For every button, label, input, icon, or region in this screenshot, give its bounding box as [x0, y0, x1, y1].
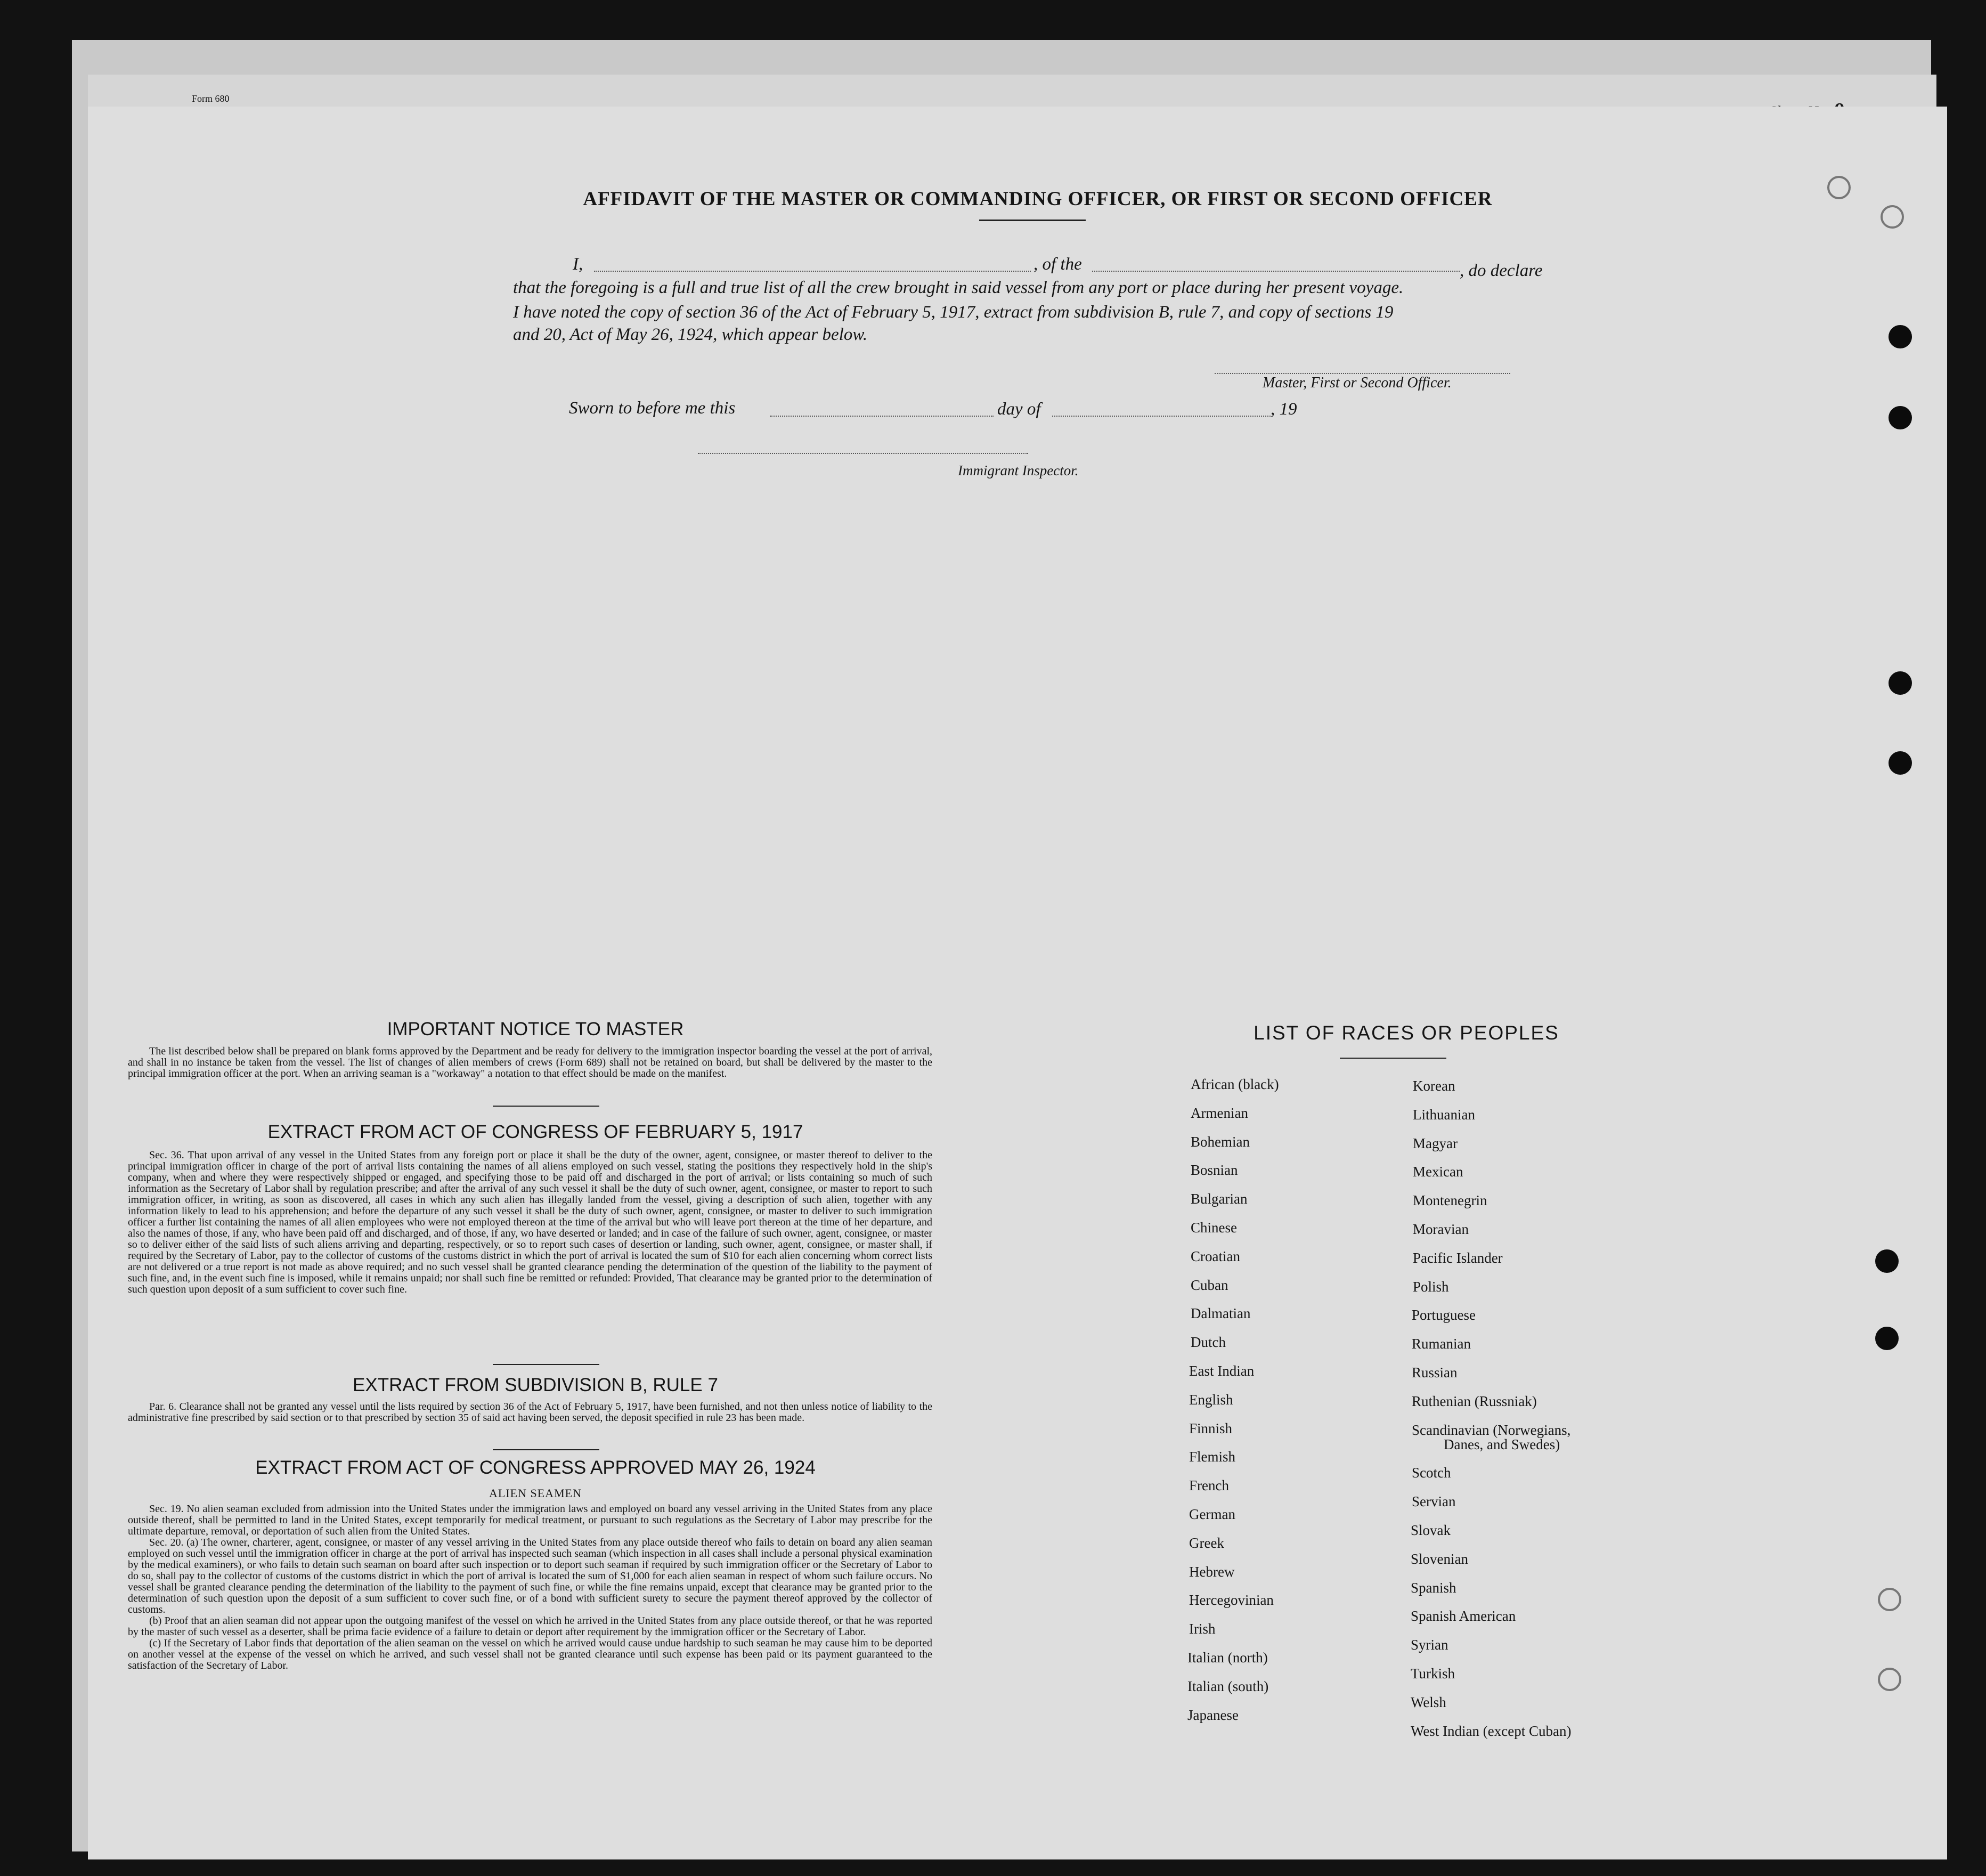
- extract-1917-rule: [493, 1364, 599, 1365]
- race-item: Lithuanian: [1413, 1106, 1475, 1123]
- race-item: Spanish: [1411, 1579, 1456, 1596]
- inspector-label: Immigrant Inspector.: [958, 462, 1079, 478]
- title-rule: [979, 220, 1086, 221]
- race-item: Danes, and Swedes): [1444, 1436, 1560, 1453]
- race-item: African (black): [1191, 1076, 1279, 1092]
- form-number: Form 680: [192, 93, 230, 104]
- race-item: Chinese: [1191, 1220, 1237, 1236]
- race-item: Dalmatian: [1191, 1305, 1251, 1322]
- race-item: Pacific Islander: [1413, 1249, 1503, 1266]
- races-rule: [1340, 1058, 1446, 1059]
- race-item: Ruthenian (Russniak): [1412, 1393, 1537, 1409]
- notice-text: The list described below shall be prepared on blank forms approved by the Department and be ready for delivery to the immigration inspector boarding the vessel at the port of arrival, and shall in no instance be taken from the vessel. The list of changes of alien members of crews (Form 689) shall not be retained on board, but shall be delivered by the master to the principal immigration officer at the port. When an arriving seaman is a "workaway" a notation to that effect should be made on the manifest.: [128, 1045, 932, 1079]
- race-item: German: [1189, 1506, 1235, 1522]
- extract-1917-text: Sec. 36. That upon arrival of any vessel in the United States from any foreign port or place it shall be the duty of the owner, agent, consignee, or master thereof to deliver to the principal immigration officer in charge of the port of arrival lists containing the names of all aliens employed on such vessel, stating the positions they respectively hold in the ship's company, when and where they were respectively shipped or engaged, and specifying those to be paid off and discharged in the port of arrival; or lists containing so much of such information as the Secretary of Labor shall by regulation prescribe; and after the arrival of any such vessel it shall be the duty of such owner, agent, consignee, or master to report to such immigration officer, in writing, as soon as discovered, all cases in which any such alien has illegally landed from the vessel, giving a description of such alien, together with any information likely to lead to his apprehension; and before the departure of any such vessel it shall be the duty of such owner, agent, consignee, or master to deliver to such immigration officer a further list containing the names of all alien employees who were not employed thereon at the time of the arrival but who will leave port thereon at the time of her departure, and also the names of those, if any, who have been paid off and discharged, and of those, if any, wo have deserted or landed; and in case of the failure of such owner, agent, consignee, or master so to deliver either of the said lists of such aliens arriving and departing, respectively, or so to report such cases of desertion or landing, such owner, agent, consignee, or master shall, if required by the Secretary of Labor, pay to the collector of customs of the customs district in which the port of arrival is located the sum of $10 for each alien concerning whom correct lists are not delivered or a true report is not made as above required; and no such vessel shall be granted clearance pending the determination of the question of the liability to the payment of such fine, and, in the event such fine is imposed, while it remains unpaid; nor shall such fine be remitted or refunded: Provided, That clearance may be granted prior to the determination of such question upon deposit of a sum sufficient to cover such fine.: [128, 1149, 932, 1295]
- race-item: Italian (north): [1187, 1650, 1268, 1666]
- extract-1924-text: Sec. 19. No alien seaman excluded from admission into the United States under the immigration laws and employed on board any vessel arriving in the United States from any place outside thereof, shall be permitted to land in the United States, except temporarily for medical treatment, or pursuant to such regulations as the Secretary of Labor may prescribe for the ultimate departure, removal, or deportation of such alien from the United States. Sec. 20. (a) The owner, charterer, agent, consignee, or master of any vessel arriving in the United States from any place outside thereof who fails to detain on board any alien seaman employed on such vessel until the immigration officer in charge at the port of arrival has inspected such seaman (which inspection in all cases shall include a personal physical examination by the medical examiners), or who fails to detain such seaman on board after such inspection or to deport such seaman if required by such immigration officer or the Secretary of Labor to do so, shall pay to the collector of customs of the customs district in which the port of arrival is located the sum of $1,000 for each alien seaman in respect of whom such failure occurs. No vessel shall be granted clearance pending the determination of the liability to the payment of such fine, or while the fine remains unpaid, except that clearance may be granted prior to the determination of such question upon the deposit of a sum sufficient to cover such fine, or of a bond with sufficient surety to secure the payment thereof approved by the collector of customs. (b) Proof that an alien seaman did not appear upon the outgoing manifest of the vessel on which he arrived in the United States from any place outside thereof, or that he was reported by the master of such vessel as a deserter, shall be prima facie evidence of a failure to detain or deport after requirement by the immigration officer or the Secretary of Labor. (c) If the Secretary of Labor finds that deportation of the alien seaman on the vessel on which he arrived would cause undue hardship to such seaman he may cause him to be deported on another vessel at the expense of the vessel on which he arrived, and such vessel shall not be granted clearance until such expense has been paid or its payment guaranteed to the satisfaction of the Secretary of Labor.: [128, 1503, 932, 1671]
- inspector-signature-line: [698, 453, 1028, 454]
- race-item: Hercegovinian: [1189, 1592, 1274, 1609]
- race-item: Bulgarian: [1191, 1191, 1248, 1207]
- punch-hole-icon: [1881, 205, 1904, 229]
- race-item: Russian: [1412, 1365, 1458, 1380]
- vessel-line: [1092, 271, 1460, 272]
- punch-hole-icon: [1875, 1249, 1899, 1273]
- punch-hole-icon: [1889, 751, 1912, 775]
- race-item: Portuguese: [1412, 1307, 1476, 1323]
- affidavit-line2: that the foregoing is a full and true list of all the crew brought in said vessel from any port or place during her present voyage.: [513, 278, 1404, 297]
- race-item: Rumanian: [1412, 1336, 1471, 1352]
- race-item: English: [1189, 1391, 1233, 1408]
- race-item: West Indian (except Cuban): [1411, 1723, 1572, 1739]
- race-item: Slovak: [1411, 1522, 1451, 1538]
- year-text: , 19: [1271, 400, 1297, 419]
- punch-hole-icon: [1878, 1668, 1901, 1691]
- race-item: Hebrew: [1189, 1563, 1235, 1580]
- race-item: Armenian: [1191, 1105, 1248, 1121]
- race-item: Irish: [1189, 1621, 1216, 1637]
- affidavit-i: I,: [573, 255, 583, 274]
- day-of-text: day of: [997, 400, 1041, 419]
- race-item: Scandinavian (Norwegians,: [1412, 1422, 1571, 1438]
- sworn-month-line: [1052, 416, 1271, 417]
- affidavit-declare: , do declare: [1460, 261, 1543, 280]
- master-label: Master, First or Second Officer.: [1263, 375, 1452, 391]
- name-line: [594, 271, 1031, 272]
- race-item: Greek: [1189, 1534, 1224, 1551]
- extract-rule7-title: EXTRACT FROM SUBDIVISION B, RULE 7: [353, 1375, 718, 1395]
- alien-seamen-subtitle: ALIEN SEAMEN: [489, 1487, 582, 1500]
- race-item: Finnish: [1189, 1420, 1233, 1436]
- race-item: Welsh: [1411, 1694, 1446, 1710]
- race-item: Scotch: [1412, 1465, 1451, 1481]
- punch-hole-icon: [1889, 671, 1912, 695]
- sworn-day-line: [770, 416, 994, 417]
- race-item: Turkish: [1411, 1666, 1455, 1682]
- race-item: Syrian: [1411, 1637, 1448, 1653]
- race-item: Moravian: [1413, 1221, 1469, 1237]
- race-item: Polish: [1413, 1278, 1449, 1295]
- race-item: Bosnian: [1191, 1162, 1238, 1179]
- notice-rule: [493, 1106, 599, 1107]
- race-item: Korean: [1413, 1078, 1455, 1094]
- race-item: East Indian: [1189, 1363, 1255, 1379]
- race-item: Servian: [1412, 1493, 1456, 1510]
- race-item: Croatian: [1191, 1248, 1240, 1264]
- race-item: Mexican: [1413, 1164, 1463, 1180]
- extract-1917-title: EXTRACT FROM ACT OF CONGRESS OF FEBRUARY 5, 1917: [267, 1122, 803, 1142]
- punch-hole-icon: [1889, 325, 1912, 348]
- affidavit-title: AFFIDAVIT OF THE MASTER OR COMMANDING OFFICER, OR FIRST OR SECOND OFFICER: [583, 188, 1493, 210]
- race-item: Bohemian: [1191, 1133, 1250, 1150]
- affidavit-line3: I have noted the copy of section 36 of the Act of February 5, 1917, extract from subdivision B, rule 7, and copy of sections 19: [513, 303, 1394, 322]
- punch-hole-icon: [1889, 406, 1912, 429]
- notice-title: IMPORTANT NOTICE TO MASTER: [387, 1019, 684, 1039]
- race-item: Japanese: [1187, 1707, 1239, 1723]
- punch-hole-icon: [1878, 1588, 1901, 1611]
- extract-1924-title: EXTRACT FROM ACT OF CONGRESS APPROVED MAY 26, 1924: [255, 1457, 816, 1478]
- race-item: Flemish: [1189, 1449, 1236, 1465]
- race-item: Spanish American: [1411, 1608, 1516, 1625]
- sworn-text: Sworn to before me this: [569, 399, 736, 418]
- race-item: Slovenian: [1411, 1550, 1468, 1567]
- master-signature-line: [1215, 373, 1510, 374]
- race-item: Magyar: [1413, 1135, 1458, 1151]
- extract-rule7-text: Par. 6. Clearance shall not be granted any vessel until the lists required by section 36 of the Act of February 5, 1917, have been furnished, and not then unless notice of liability to the administrative fine prescribed by said section or to that prescribed by section 35 of said act having been served, the deposit specified in rule 23 has been made.: [128, 1401, 932, 1424]
- race-item: French: [1189, 1477, 1229, 1494]
- extract-rule7-rule: [493, 1449, 599, 1450]
- races-title: LIST OF RACES OR PEOPLES: [1254, 1022, 1559, 1044]
- punch-hole-icon: [1827, 176, 1851, 199]
- race-item: Montenegrin: [1413, 1192, 1487, 1209]
- race-item: Italian (south): [1187, 1678, 1269, 1694]
- race-item: Dutch: [1191, 1334, 1226, 1351]
- race-item: Cuban: [1191, 1277, 1228, 1293]
- punch-hole-icon: [1875, 1327, 1899, 1350]
- affidavit-line4: and 20, Act of May 26, 1924, which appear below.: [513, 325, 868, 344]
- affidavit-of-the: , of the: [1033, 255, 1082, 274]
